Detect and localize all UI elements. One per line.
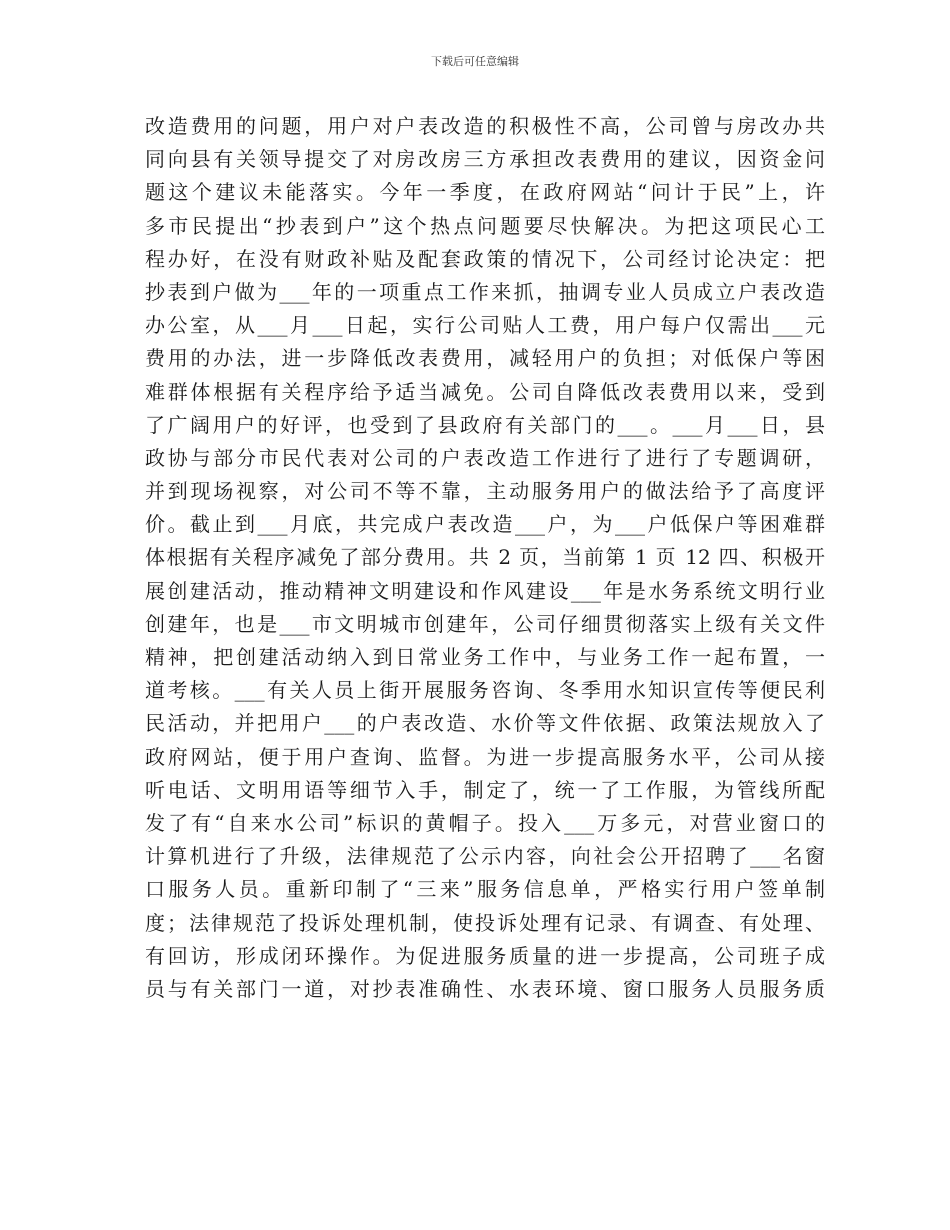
text-line: 发了有“自来水公司”标识的黄帽子。投入___万多元，对营业窗口的 <box>145 810 825 835</box>
text-line: 政府网站，便于用户查询、监督。为进一步提高服务水平，公司从接 <box>145 744 825 769</box>
text-line: 民活动，并把用户___的户表改造、水价等文件依据、政策法规放入了 <box>145 711 825 736</box>
text-line: 费用的办法，进一步降低改表费用，减轻用户的负担；对低保户等困 <box>145 346 825 371</box>
text-line: 程办好，在没有财政补贴及配套政策的情况下，公司经讨论决定：把 <box>145 246 825 271</box>
text-line: 体根据有关程序减免了部分费用。共 2 页，当前第 1 页 12 四、积极开 <box>145 545 825 570</box>
text-line: 抄表到户做为___年的一项重点工作来抓，抽调专业人员成立户表改造 <box>145 279 825 304</box>
text-line: 员与有关部门一道，对抄表准确性、水表环境、窗口服务人员服务质 <box>145 976 825 1001</box>
text-line: 政协与部分市民代表对公司的户表改造工作进行了进行了专题调研， <box>145 445 825 470</box>
text-line: 有回访，形成闭环操作。为促进服务质量的进一步提高，公司班子成 <box>145 943 825 968</box>
text-line: 计算机进行了升级，法律规范了公示内容，向社会公开招聘了___名窗 <box>145 844 825 869</box>
text-line: 同向县有关领导提交了对房改房三方承担改表费用的建议，因资金问 <box>145 147 825 172</box>
text-line: 展创建活动，推动精神文明建设和作风建设___年是水务系统文明行业 <box>145 578 825 603</box>
text-line: 题这个建议未能落实。今年一季度，在政府网站“问计于民”上，许 <box>145 180 825 205</box>
page-header: 下载后可任意编辑 <box>431 55 519 68</box>
text-line: 并到现场视察，对公司不等不靠，主动服务用户的做法给予了高度评 <box>145 479 825 504</box>
text-line: 道考核。___有关人员上街开展服务咨询、冬季用水知识宣传等便民利 <box>145 678 825 703</box>
text-line: 办公室，从___月___日起，实行公司贴人工费，用户每户仅需出___元 <box>145 313 825 338</box>
text-line: 听电话、文明用语等细节入手，制定了，统一了工作服，为管线所配 <box>145 777 825 802</box>
text-line: 精神，把创建活动纳入到日常业务工作中，与业务工作一起布置，一 <box>145 645 825 669</box>
text-line: 多市民提出“抄表到户”这个热点问题要尽快解决。为把这项民心工 <box>145 213 825 238</box>
text-line: 难群体根据有关程序给予适当减免。公司自降低改表费用以来，受到 <box>145 379 825 404</box>
text-line: 价。截止到___月底，共完成户表改造___户，为___户低保户等困难群 <box>145 512 825 537</box>
text-line: 创建年，也是___市文明城市创建年，公司仔细贯彻落实上级有关文件 <box>145 611 825 636</box>
text-line: 改造费用的问题，用户对户表改造的积极性不高，公司曾与房改办共 <box>145 114 825 138</box>
text-line: 度；法律规范了投诉处理机制，使投诉处理有记录、有调查、有处理、 <box>145 910 825 935</box>
text-line: 口服务人员。重新印制了“三来”服务信息单，严格实行用户签单制 <box>145 877 825 902</box>
document-body <box>145 110 825 1006</box>
text-line: 了广阔用户的好评，也受到了县政府有关部门的___。___月___日，县 <box>145 412 825 437</box>
